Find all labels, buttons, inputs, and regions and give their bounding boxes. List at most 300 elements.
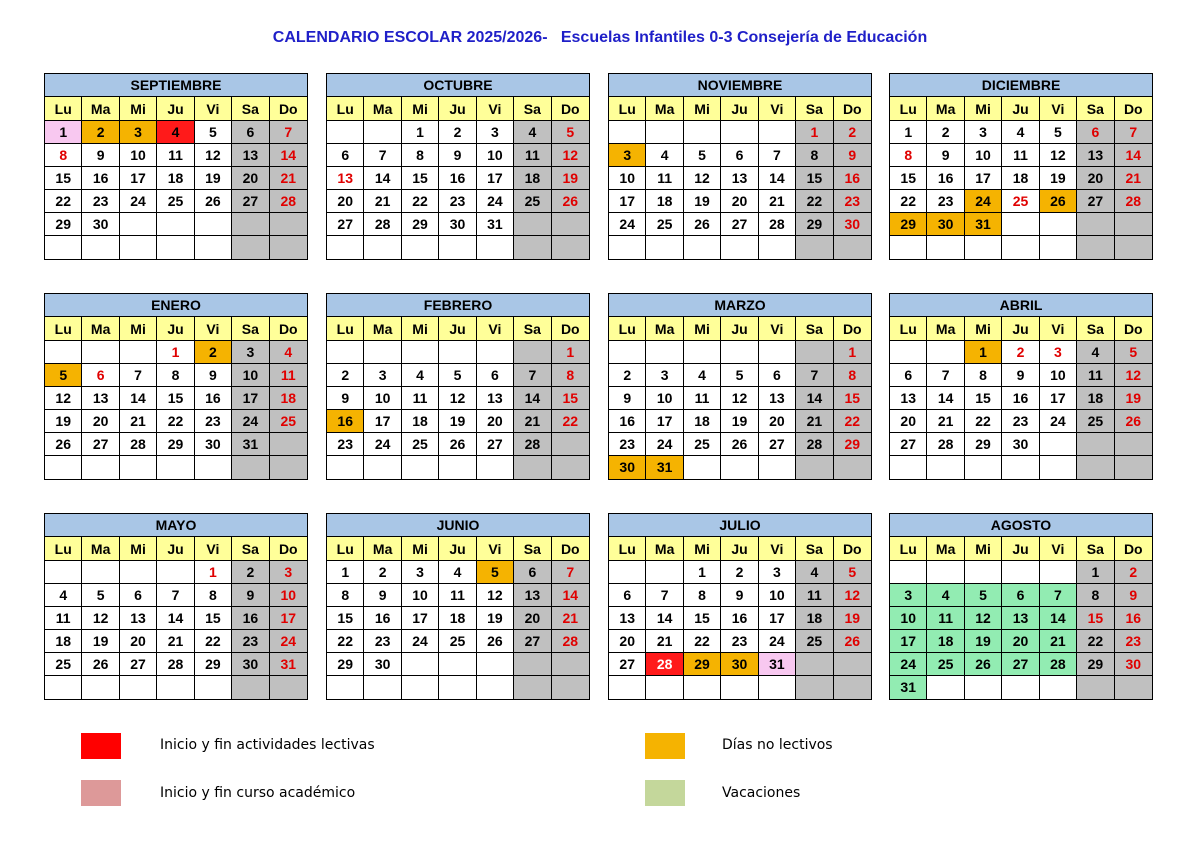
weekday-header: Lu — [327, 317, 364, 341]
day-cell: 28 — [552, 630, 589, 653]
day-cell: 9 — [439, 144, 476, 167]
day-cell: 12 — [721, 387, 758, 410]
day-cell: 1 — [834, 341, 871, 364]
day-cell: 4 — [439, 561, 476, 584]
empty-cell — [120, 236, 157, 259]
day-cell: 5 — [45, 364, 82, 387]
day-cell: 6 — [477, 364, 514, 387]
empty-cell — [402, 236, 439, 259]
day-cell: 8 — [834, 364, 871, 387]
month-name: ABRIL — [890, 294, 1152, 317]
day-cell: 20 — [890, 410, 927, 433]
day-cell: 24 — [232, 410, 269, 433]
day-cell: 8 — [45, 144, 82, 167]
day-cell: 1 — [402, 121, 439, 144]
day-cell: 30 — [439, 213, 476, 236]
day-cell: 15 — [965, 387, 1002, 410]
day-cell: 17 — [646, 410, 683, 433]
weekday-header: Sa — [796, 317, 833, 341]
month-grid — [327, 97, 589, 259]
weekday-header: Ju — [721, 537, 758, 561]
empty-cell — [120, 456, 157, 479]
day-cell: 7 — [364, 144, 401, 167]
empty-cell — [1077, 213, 1114, 236]
empty-cell — [796, 676, 833, 699]
month-octubre — [326, 73, 590, 260]
day-cell: 29 — [684, 653, 721, 676]
day-cell: 10 — [1040, 364, 1077, 387]
day-cell: 19 — [82, 630, 119, 653]
empty-cell — [965, 456, 1002, 479]
empty-cell — [609, 236, 646, 259]
day-cell: 7 — [120, 364, 157, 387]
empty-cell — [120, 676, 157, 699]
month-name: JULIO — [609, 514, 871, 537]
month-grid — [327, 317, 589, 479]
month-abril — [889, 293, 1153, 480]
day-cell: 1 — [684, 561, 721, 584]
day-cell: 19 — [477, 607, 514, 630]
empty-cell — [759, 676, 796, 699]
weekday-header: Sa — [514, 537, 551, 561]
empty-cell — [1115, 456, 1152, 479]
day-cell: 22 — [684, 630, 721, 653]
day-cell: 4 — [45, 584, 82, 607]
month-junio — [326, 513, 590, 700]
day-cell: 26 — [477, 630, 514, 653]
day-cell: 28 — [270, 190, 307, 213]
day-cell: 19 — [1115, 387, 1152, 410]
empty-cell — [514, 456, 551, 479]
empty-cell — [439, 236, 476, 259]
day-cell: 25 — [402, 433, 439, 456]
month-enero — [44, 293, 308, 480]
legend-label-activities: Inicio y fin actividades lectivas — [160, 737, 375, 753]
day-cell: 15 — [327, 607, 364, 630]
day-cell: 12 — [834, 584, 871, 607]
weekday-header: Do — [552, 317, 589, 341]
day-cell: 30 — [364, 653, 401, 676]
empty-cell — [232, 676, 269, 699]
day-cell: 5 — [834, 561, 871, 584]
day-cell: 25 — [1002, 190, 1039, 213]
day-cell: 24 — [270, 630, 307, 653]
day-cell: 11 — [927, 607, 964, 630]
day-cell: 30 — [195, 433, 232, 456]
day-cell: 10 — [965, 144, 1002, 167]
day-cell: 15 — [552, 387, 589, 410]
empty-cell — [120, 213, 157, 236]
day-cell: 30 — [927, 213, 964, 236]
day-cell: 4 — [1002, 121, 1039, 144]
weekday-header: Lu — [327, 537, 364, 561]
empty-cell — [1115, 676, 1152, 699]
month-grid — [45, 317, 307, 479]
day-cell: 5 — [965, 584, 1002, 607]
day-cell: 20 — [327, 190, 364, 213]
day-cell: 22 — [402, 190, 439, 213]
weekday-header: Mi — [965, 537, 1002, 561]
day-cell: 21 — [120, 410, 157, 433]
weekday-header: Do — [1115, 97, 1152, 121]
day-cell: 1 — [45, 121, 82, 144]
empty-cell — [721, 121, 758, 144]
empty-cell — [609, 341, 646, 364]
day-cell: 30 — [609, 456, 646, 479]
day-cell: 18 — [796, 607, 833, 630]
day-cell: 4 — [1077, 341, 1114, 364]
empty-cell — [270, 213, 307, 236]
day-cell: 19 — [552, 167, 589, 190]
empty-cell — [552, 236, 589, 259]
month-grid — [890, 97, 1152, 259]
month-grid — [609, 537, 871, 699]
day-cell: 4 — [796, 561, 833, 584]
day-cell: 28 — [1115, 190, 1152, 213]
month-name: AGOSTO — [890, 514, 1152, 537]
month-name: OCTUBRE — [327, 74, 589, 97]
day-cell: 16 — [1002, 387, 1039, 410]
empty-cell — [402, 341, 439, 364]
day-cell: 29 — [157, 433, 194, 456]
weekday-header: Ma — [82, 537, 119, 561]
day-cell: 24 — [364, 433, 401, 456]
empty-cell — [890, 341, 927, 364]
day-cell: 15 — [1077, 607, 1114, 630]
empty-cell — [157, 236, 194, 259]
empty-cell — [1040, 456, 1077, 479]
empty-cell — [1077, 676, 1114, 699]
day-cell: 10 — [759, 584, 796, 607]
day-cell: 18 — [646, 190, 683, 213]
weekday-header: Ju — [721, 97, 758, 121]
weekday-header: Sa — [232, 97, 269, 121]
day-cell: 13 — [477, 387, 514, 410]
empty-cell — [327, 121, 364, 144]
day-cell: 24 — [477, 190, 514, 213]
day-cell: 16 — [439, 167, 476, 190]
empty-cell — [82, 236, 119, 259]
day-cell: 1 — [796, 121, 833, 144]
day-cell: 25 — [514, 190, 551, 213]
day-cell: 8 — [327, 584, 364, 607]
empty-cell — [890, 236, 927, 259]
day-cell: 17 — [965, 167, 1002, 190]
day-cell: 25 — [684, 433, 721, 456]
day-cell: 16 — [232, 607, 269, 630]
empty-cell — [965, 561, 1002, 584]
legend-label-no-lectivo: Días no lectivos — [722, 737, 833, 753]
day-cell: 10 — [120, 144, 157, 167]
day-cell: 16 — [327, 410, 364, 433]
day-cell: 26 — [684, 213, 721, 236]
day-cell: 9 — [1002, 364, 1039, 387]
day-cell: 16 — [834, 167, 871, 190]
empty-cell — [796, 456, 833, 479]
day-cell: 17 — [120, 167, 157, 190]
day-cell: 22 — [1077, 630, 1114, 653]
day-cell: 22 — [195, 630, 232, 653]
day-cell: 23 — [927, 190, 964, 213]
weekday-header: Lu — [45, 97, 82, 121]
month-noviembre — [608, 73, 872, 260]
day-cell: 11 — [646, 167, 683, 190]
weekday-header: Vi — [759, 537, 796, 561]
day-cell: 15 — [890, 167, 927, 190]
empty-cell — [721, 456, 758, 479]
day-cell: 25 — [45, 653, 82, 676]
empty-cell — [1040, 213, 1077, 236]
weekday-header: Do — [270, 317, 307, 341]
day-cell: 2 — [232, 561, 269, 584]
day-cell: 24 — [1040, 410, 1077, 433]
day-cell: 22 — [965, 410, 1002, 433]
day-cell: 11 — [270, 364, 307, 387]
day-cell: 14 — [157, 607, 194, 630]
day-cell: 4 — [270, 341, 307, 364]
day-cell: 2 — [834, 121, 871, 144]
day-cell: 10 — [232, 364, 269, 387]
weekday-header: Sa — [1077, 97, 1114, 121]
weekday-header: Mi — [965, 317, 1002, 341]
empty-cell — [609, 676, 646, 699]
weekday-header: Lu — [45, 317, 82, 341]
day-cell: 14 — [514, 387, 551, 410]
empty-cell — [834, 653, 871, 676]
empty-cell — [646, 341, 683, 364]
day-cell: 13 — [120, 607, 157, 630]
day-cell: 16 — [195, 387, 232, 410]
weekday-header: Vi — [759, 97, 796, 121]
day-cell: 4 — [157, 121, 194, 144]
day-cell: 13 — [327, 167, 364, 190]
day-cell: 17 — [890, 630, 927, 653]
day-cell: 18 — [1077, 387, 1114, 410]
weekday-header: Lu — [327, 97, 364, 121]
day-cell: 9 — [327, 387, 364, 410]
day-cell: 26 — [45, 433, 82, 456]
empty-cell — [609, 561, 646, 584]
day-cell: 23 — [721, 630, 758, 653]
day-cell: 12 — [439, 387, 476, 410]
day-cell: 27 — [477, 433, 514, 456]
day-cell: 24 — [609, 213, 646, 236]
empty-cell — [1002, 213, 1039, 236]
weekday-header: Lu — [609, 97, 646, 121]
day-cell: 8 — [157, 364, 194, 387]
day-cell: 7 — [927, 364, 964, 387]
day-cell: 26 — [82, 653, 119, 676]
weekday-header: Ma — [646, 317, 683, 341]
day-cell: 27 — [232, 190, 269, 213]
day-cell: 27 — [759, 433, 796, 456]
day-cell: 6 — [609, 584, 646, 607]
legend-swatch-no-lectivo — [645, 733, 685, 759]
weekday-header: Ma — [927, 317, 964, 341]
day-cell: 18 — [270, 387, 307, 410]
day-cell: 21 — [1040, 630, 1077, 653]
day-cell: 25 — [927, 653, 964, 676]
day-cell: 10 — [646, 387, 683, 410]
day-cell: 13 — [609, 607, 646, 630]
month-name: NOVIEMBRE — [609, 74, 871, 97]
day-cell: 11 — [514, 144, 551, 167]
day-cell: 15 — [195, 607, 232, 630]
weekday-header: Ju — [157, 317, 194, 341]
empty-cell — [477, 236, 514, 259]
day-cell: 3 — [402, 561, 439, 584]
page-title: CALENDARIO ESCOLAR 2025/2026- Escuelas Infantiles 0-3 Consejería de Educación — [272, 29, 928, 46]
day-cell: 6 — [514, 561, 551, 584]
empty-cell — [646, 236, 683, 259]
empty-cell — [364, 341, 401, 364]
day-cell: 20 — [609, 630, 646, 653]
empty-cell — [232, 236, 269, 259]
weekday-header: Vi — [195, 97, 232, 121]
empty-cell — [45, 236, 82, 259]
day-cell: 31 — [890, 676, 927, 699]
day-cell: 30 — [82, 213, 119, 236]
day-cell: 6 — [890, 364, 927, 387]
day-cell: 14 — [927, 387, 964, 410]
month-name: JUNIO — [327, 514, 589, 537]
day-cell: 24 — [120, 190, 157, 213]
day-cell: 4 — [646, 144, 683, 167]
day-cell: 14 — [1040, 607, 1077, 630]
empty-cell — [1002, 561, 1039, 584]
day-cell: 7 — [796, 364, 833, 387]
weekday-header: Ju — [439, 97, 476, 121]
day-cell: 21 — [927, 410, 964, 433]
day-cell: 31 — [759, 653, 796, 676]
day-cell: 12 — [477, 584, 514, 607]
weekday-header: Ma — [82, 317, 119, 341]
weekday-header: Vi — [1040, 537, 1077, 561]
month-name: SEPTIEMBRE — [45, 74, 307, 97]
day-cell: 5 — [82, 584, 119, 607]
day-cell: 18 — [684, 410, 721, 433]
weekday-header: Sa — [514, 97, 551, 121]
weekday-header: Do — [552, 97, 589, 121]
day-cell: 20 — [1077, 167, 1114, 190]
day-cell: 23 — [195, 410, 232, 433]
empty-cell — [684, 341, 721, 364]
day-cell: 6 — [721, 144, 758, 167]
day-cell: 14 — [796, 387, 833, 410]
day-cell: 23 — [1115, 630, 1152, 653]
empty-cell — [552, 433, 589, 456]
weekday-header: Ma — [927, 97, 964, 121]
day-cell: 5 — [477, 561, 514, 584]
empty-cell — [552, 213, 589, 236]
day-cell: 11 — [1077, 364, 1114, 387]
weekday-header: Mi — [684, 537, 721, 561]
empty-cell — [927, 676, 964, 699]
day-cell: 11 — [796, 584, 833, 607]
empty-cell — [439, 676, 476, 699]
day-cell: 25 — [439, 630, 476, 653]
day-cell: 14 — [646, 607, 683, 630]
weekday-header: Mi — [120, 97, 157, 121]
day-cell: 16 — [1115, 607, 1152, 630]
day-cell: 8 — [796, 144, 833, 167]
empty-cell — [552, 676, 589, 699]
day-cell: 24 — [965, 190, 1002, 213]
day-cell: 14 — [120, 387, 157, 410]
day-cell: 12 — [45, 387, 82, 410]
day-cell: 8 — [890, 144, 927, 167]
empty-cell — [927, 341, 964, 364]
day-cell: 17 — [364, 410, 401, 433]
day-cell: 25 — [270, 410, 307, 433]
day-cell: 31 — [270, 653, 307, 676]
day-cell: 13 — [232, 144, 269, 167]
day-cell: 7 — [1040, 584, 1077, 607]
day-cell: 12 — [1040, 144, 1077, 167]
day-cell: 22 — [327, 630, 364, 653]
month-name: MARZO — [609, 294, 871, 317]
day-cell: 26 — [1040, 190, 1077, 213]
empty-cell — [609, 121, 646, 144]
weekday-header: Lu — [609, 317, 646, 341]
day-cell: 7 — [552, 561, 589, 584]
day-cell: 1 — [1077, 561, 1114, 584]
empty-cell — [157, 561, 194, 584]
day-cell: 10 — [364, 387, 401, 410]
day-cell: 22 — [890, 190, 927, 213]
day-cell: 13 — [759, 387, 796, 410]
empty-cell — [965, 236, 1002, 259]
empty-cell — [232, 456, 269, 479]
empty-cell — [364, 676, 401, 699]
empty-cell — [439, 341, 476, 364]
month-grid — [45, 537, 307, 699]
empty-cell — [834, 456, 871, 479]
weekday-header: Vi — [1040, 317, 1077, 341]
day-cell: 11 — [439, 584, 476, 607]
day-cell: 15 — [45, 167, 82, 190]
weekday-header: Ju — [1002, 317, 1039, 341]
day-cell: 14 — [364, 167, 401, 190]
weekday-header: Sa — [514, 317, 551, 341]
day-cell: 27 — [1002, 653, 1039, 676]
day-cell: 6 — [759, 364, 796, 387]
weekday-header: Ma — [646, 537, 683, 561]
weekday-header: Vi — [1040, 97, 1077, 121]
day-cell: 20 — [120, 630, 157, 653]
day-cell: 26 — [195, 190, 232, 213]
day-cell: 8 — [684, 584, 721, 607]
day-cell: 26 — [721, 433, 758, 456]
legend-swatch-course — [81, 780, 121, 806]
empty-cell — [1002, 236, 1039, 259]
day-cell: 29 — [796, 213, 833, 236]
day-cell: 21 — [796, 410, 833, 433]
day-cell: 5 — [1115, 341, 1152, 364]
day-cell: 2 — [927, 121, 964, 144]
weekday-header: Ma — [927, 537, 964, 561]
empty-cell — [1002, 676, 1039, 699]
day-cell: 4 — [402, 364, 439, 387]
day-cell: 22 — [157, 410, 194, 433]
day-cell: 21 — [646, 630, 683, 653]
day-cell: 12 — [965, 607, 1002, 630]
day-cell: 23 — [364, 630, 401, 653]
day-cell: 28 — [796, 433, 833, 456]
day-cell: 18 — [927, 630, 964, 653]
empty-cell — [927, 236, 964, 259]
empty-cell — [45, 341, 82, 364]
